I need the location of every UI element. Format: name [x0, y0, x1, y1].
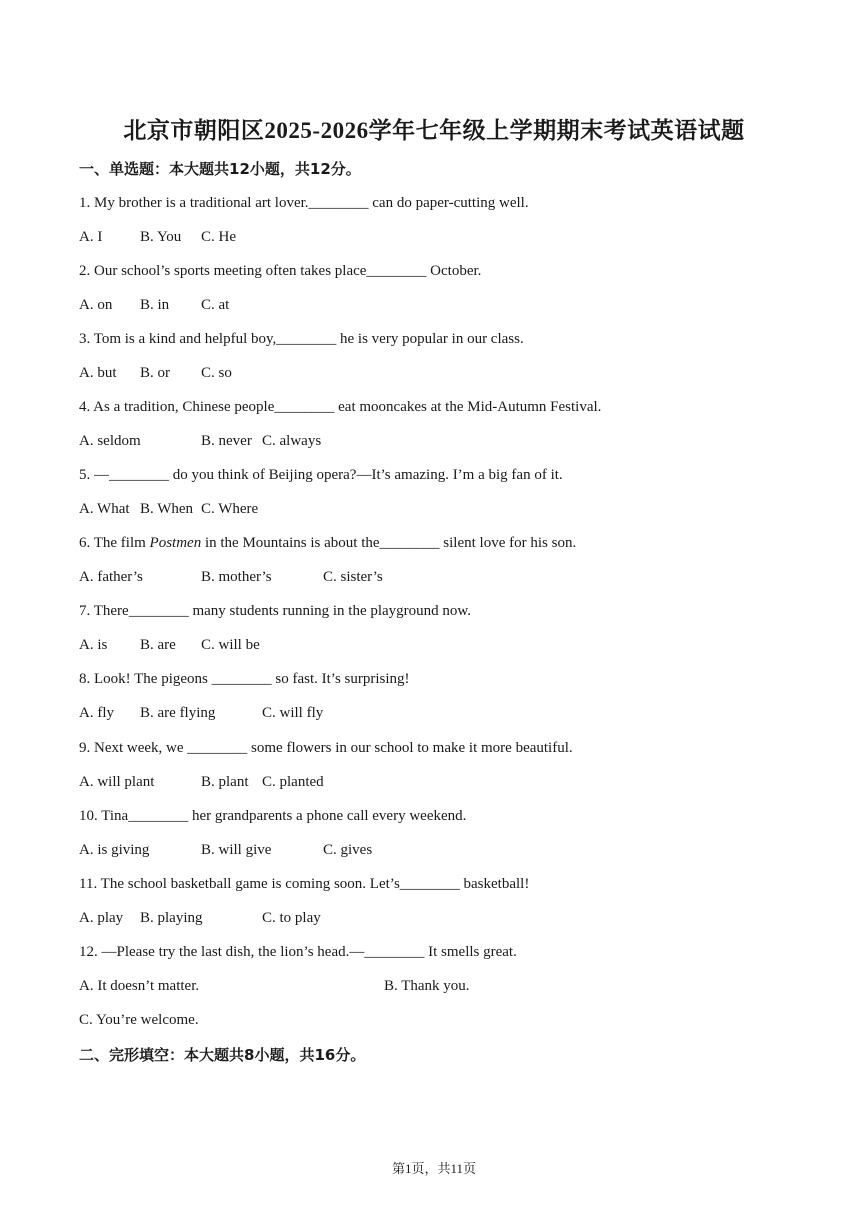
option-c: C. planted: [262, 774, 324, 790]
question-stem: 12. —Please try the last dish, the lion’s head.—________ It smells great.: [79, 944, 517, 960]
question-stem: 7. There________ many students running in the playground now.: [79, 603, 472, 619]
section-heading-single-choice: 一、单选题：本大题共12小题，共12分。: [79, 160, 361, 178]
option-a: A. but: [79, 365, 117, 381]
option-b: B. will give: [201, 842, 272, 858]
option-b: B. are: [140, 637, 176, 653]
option-c: C. always: [262, 433, 322, 449]
page-title: 北京市朝阳区2025-2026学年七年级上学期期末考试英语试题: [123, 118, 745, 143]
option-c: C. sister’s: [323, 569, 383, 585]
option-c: C. will be: [201, 637, 260, 653]
option-a: A. fly: [79, 705, 114, 721]
question-stem: 3. Tom is a kind and helpful boy,________ he is very popular in our class.: [79, 331, 524, 347]
page-footer: 第1页，共11页: [391, 1161, 477, 1176]
option-b: B. plant: [201, 774, 249, 790]
question-stem: 1. My brother is a traditional art lover.________ can do paper-cutting well.: [79, 195, 529, 211]
option-a: A. will plant: [79, 774, 155, 790]
question-stem: 11. The school basketball game is coming soon. Let’s________ basketball!: [79, 876, 530, 892]
option-a: A. father’s: [79, 569, 143, 585]
option-b: B. mother’s: [201, 569, 272, 585]
option-b: B. When: [140, 501, 194, 517]
question-stem: [79, 533, 576, 553]
option-a: A. on: [79, 297, 113, 313]
option-a: A. seldom: [79, 433, 141, 449]
option-b: B. You: [140, 229, 182, 245]
option-c: C. You’re welcome.: [79, 1012, 199, 1028]
option-c: C. gives: [323, 842, 373, 858]
film-title-italic: Postmen: [149, 535, 202, 551]
stem-text: 6. The film: [79, 535, 150, 551]
option-b: B. never: [201, 433, 252, 449]
option-b: B. or: [140, 365, 170, 381]
question-stem: 8. Look! The pigeons ________ so fast. It’s surprising!: [79, 671, 410, 687]
option-c: C. Where: [201, 501, 259, 517]
question-stem: 10. Tina________ her grandparents a phone call every weekend.: [79, 808, 467, 824]
option-a: A. What: [79, 501, 130, 517]
question-stem: 2. Our school’s sports meeting often takes place________ October.: [79, 263, 482, 279]
section-heading-cloze: 二、完形填空：本大题共8小题，共16分。: [79, 1046, 366, 1064]
stem-text: in the Mountains is about the________ silent love for his son.: [201, 535, 577, 551]
option-b: B. playing: [140, 910, 203, 926]
option-a: A. I: [79, 229, 103, 245]
question-stem: 4. As a tradition, Chinese people________ eat mooncakes at the Mid-Autumn Festival.: [79, 399, 602, 415]
option-b: B. are flying: [140, 705, 216, 721]
option-a: A. play: [79, 910, 124, 926]
option-b: B. in: [140, 297, 170, 313]
option-a: A. It doesn’t matter.: [79, 978, 200, 994]
option-c: C. will fly: [262, 705, 324, 721]
option-c: C. He: [201, 229, 236, 245]
question-stem: 9. Next week, we ________ some flowers in our school to make it more beautiful.: [79, 740, 573, 756]
option-c: C. so: [201, 365, 232, 381]
option-a: A. is: [79, 637, 108, 653]
option-b: B. Thank you.: [384, 978, 470, 994]
question-stem: 5. —________ do you think of Beijing opera?—It’s amazing. I’m a big fan of it.: [79, 467, 563, 483]
option-c: C. at: [201, 297, 230, 313]
option-c: C. to play: [262, 910, 321, 926]
option-a: A. is giving: [79, 842, 150, 858]
